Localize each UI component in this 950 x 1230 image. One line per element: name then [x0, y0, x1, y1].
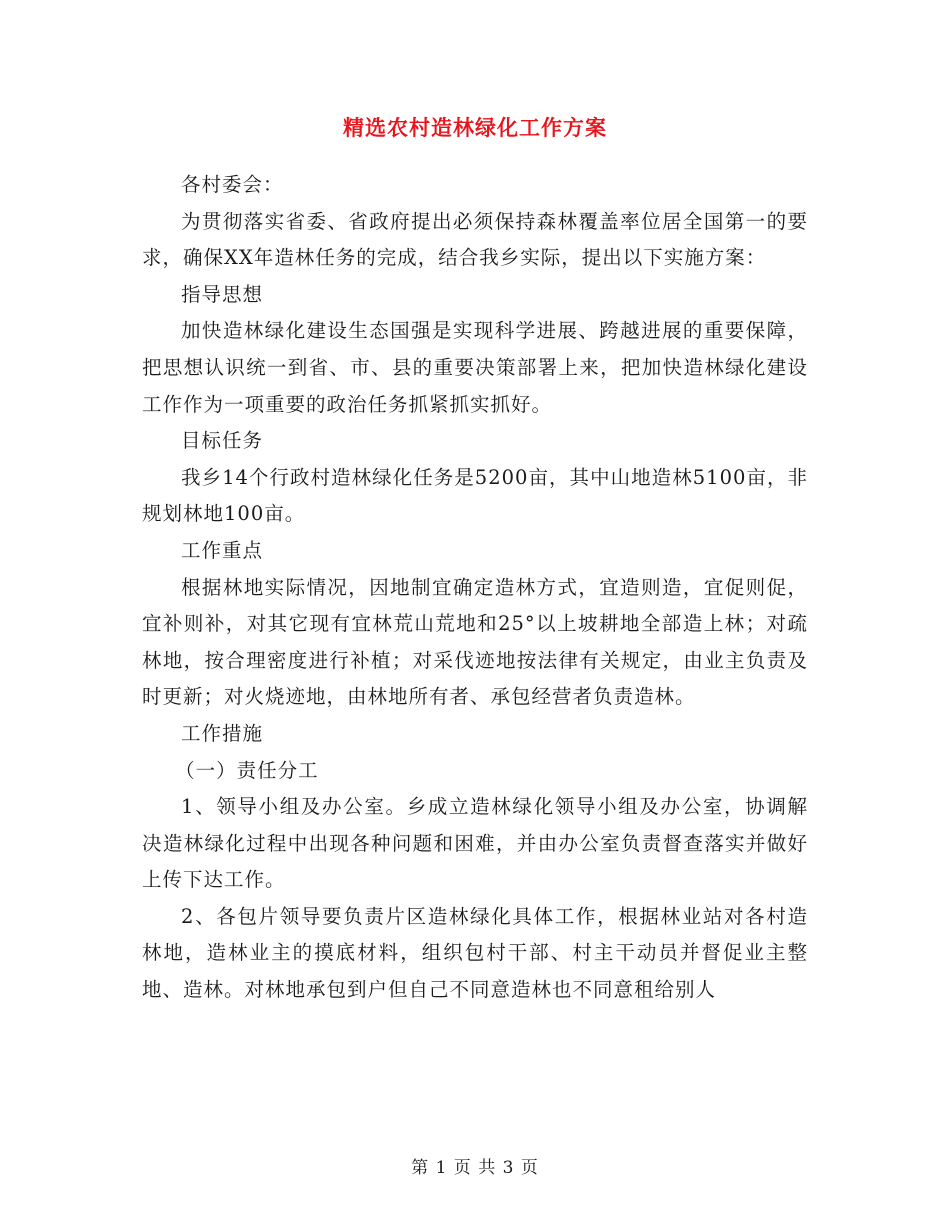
intro-paragraph: 为贯彻落实省委、省政府提出必须保持森林覆盖率位居全国第一的要求，确保XX年造林任务的完成，结合我乡实际，提出以下实施方案： [142, 209, 808, 270]
measure-item-1: 1、领导小组及办公室。乡成立造林绿化领导小组及办公室，协调解决造林绿化过程中出现各种问题和困难，并由办公室负责督查落实并做好上传下达工作。 [142, 795, 808, 892]
target-task-paragraph: 我乡14个行政村造林绿化任务是5200亩，其中山地造林5100亩，非规划林地100亩。 [142, 465, 808, 526]
page-title: 精选农村造林绿化工作方案 [343, 115, 607, 140]
measure-item-2: 2、各包片领导要负责片区造林绿化具体工作，根据林业站对各村造林地，造林业主的摸底材料，组织包村干部、村主干动员并督促业主整地、造林。对林地承包到户但自己不同意造林也不同意租给别人 [142, 904, 808, 1002]
work-focus-paragraph: 根据林地实际情况，因地制宜确定造林方式，宜造则造，宜促则促，宜补则补，对其它现有宜林荒山荒地和25°以上坡耕地全部造上林；对疏林地，按合理密度进行补植；对采伐迹地按法律有关规定，由业主负责及时更新；对火烧迹地，由林地所有者、承包经营者负责造林。 [142, 575, 808, 709]
section-heading-target-task: 目标任务 [181, 429, 264, 453]
section-heading-guiding-thought: 指导思想 [181, 282, 264, 306]
page-footer [0, 1153, 950, 1178]
guiding-thought-paragraph: 加快造林绿化建设生态国强是实现科学进展、跨越进展的重要保障，把思想认识统一到省、市、县的重要决策部署上来，把加快造林绿化建设工作作为一项重要的政治任务抓紧抓实抓好。 [142, 319, 808, 416]
section-heading-work-measures: 工作措施 [181, 721, 264, 745]
subsection-heading-responsibility: （一）责任分工 [175, 758, 319, 782]
page-number-label: 第 1 页 共 3 页 [411, 1158, 539, 1178]
salutation: 各村委会： [181, 173, 284, 196]
section-heading-work-focus: 工作重点 [181, 538, 264, 562]
document-body [142, 167, 808, 1009]
